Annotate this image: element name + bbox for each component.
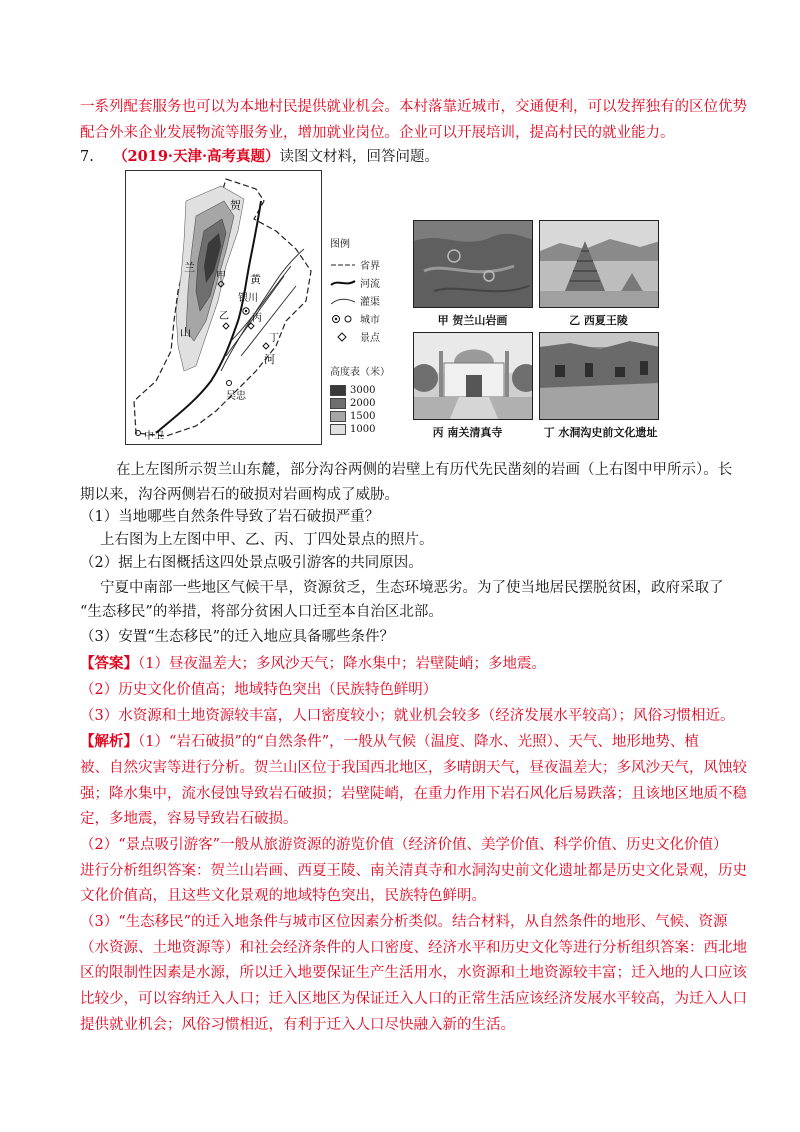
- analysis-line-4: 定，多地震，容易导致岩石破损。: [80, 811, 298, 827]
- height-row-1000: [330, 424, 375, 435]
- map-legend: [330, 235, 410, 445]
- analysis-text-1: （1）“岩石破损”的“自然条件”，一般从气候（温度、降水、光照）、天气、地形地势、植: [138, 734, 699, 750]
- caption-yi: 乙 西夏王陵: [569, 314, 628, 327]
- label-shan: 山: [180, 326, 191, 339]
- city-symbol-icon: [330, 314, 356, 324]
- analysis-line-3: 强；降水集中，流水侵蚀导致岩石破损；岩壁陡峭，在重力作用下岩石风化后易跌落；且该地区地质不稳: [80, 786, 747, 802]
- analysis-line-2: 被、自然灾害等进行分析。贺兰山区位于我国西北地区，多晴朗天气，昼夜温差大；多风沙天气，风蚀较: [80, 760, 747, 776]
- label-wuzhong: 吴忠: [226, 391, 246, 402]
- label-ding: 丁: [269, 333, 279, 344]
- label-lan: 兰: [184, 261, 195, 274]
- label-huang: 黄: [250, 273, 261, 286]
- answer-2: （2）历史文化价值高；地域特色突出（民族特色鲜明）: [80, 682, 438, 698]
- legend-label: 省界: [360, 261, 380, 272]
- ningxia-map: [125, 170, 322, 445]
- material-p3-line2: “生态移民”的举措，将部分贫困人口迁至本自治区北部。: [80, 604, 443, 620]
- label-he: 贺: [230, 199, 241, 212]
- caption-ding: 丁 水洞沟史前文化遗址: [543, 426, 658, 439]
- height-label: 1500: [350, 411, 376, 422]
- question-header: [80, 147, 730, 167]
- intro-line-1: 一系列配套服务也可以为本地村民提供就业机会。本村落靠近城市，交通便利，可以发挥独有的区位优势: [80, 99, 747, 115]
- analysis-line-11: 比较少，可以容纳迁入人口；迁入区地区为保证迁入人口的正常生活应该经济发展水平较高，为迁入人口: [80, 991, 747, 1007]
- intro-line-2: 配合外来企业发展物流等服务业，增加就业岗位。企业可以开展培训，提高村民的就业能力。: [80, 125, 675, 141]
- material-p1-line2: 期以来，沟谷两侧岩石的破损对岩画构成了威胁。: [80, 487, 399, 503]
- canal-1: [221, 249, 304, 371]
- legend-label: 城市: [360, 315, 380, 326]
- label-yi: 乙: [219, 311, 229, 322]
- analysis-line-10: 区的限制性因素是水源，所以迁入地要保证生产生活用水，水资源和土地资源较丰富；迁入地的人口应该: [80, 965, 747, 981]
- answer-tag: 【答案】: [80, 655, 138, 672]
- question-1: （1）当地哪些自然条件导致了岩石破损严重？: [80, 509, 380, 525]
- canal-symbol-icon: [330, 296, 356, 306]
- swatch-2000: [330, 398, 346, 409]
- map-graphic: [126, 171, 323, 446]
- swatch-1000: [330, 424, 346, 435]
- analysis-tag: 【解析】: [80, 733, 138, 750]
- rock-photo-icon: [414, 221, 533, 308]
- figure: [125, 170, 670, 445]
- label-zhongwei: 中卫: [144, 431, 164, 442]
- boundary-symbol-icon: [330, 260, 356, 270]
- height-table-title: 高度表（米）: [330, 367, 390, 378]
- question-source: （2019·天津·高考真题）: [113, 148, 280, 165]
- legend-label: 灌渠: [360, 297, 380, 308]
- scenic-symbol-icon: [330, 332, 356, 342]
- question-2: （2）据上右图概括这四处景点吸引游客的共同原因。: [80, 555, 423, 571]
- analysis-line-7: 文化价值高，且这些文化景观的地域特色突出，民族特色鲜明。: [80, 888, 486, 904]
- photo-jia-petroglyph: [413, 220, 533, 308]
- legend-city: [330, 311, 380, 326]
- swatch-1500: [330, 411, 346, 422]
- height-row-3000: [330, 385, 375, 396]
- legend-scenic: [330, 329, 380, 344]
- label-jia: 甲: [216, 271, 226, 282]
- caption-jia: 甲 贺兰山岩画: [437, 314, 508, 327]
- caption-bing: 丙 南关清真寺: [432, 426, 503, 439]
- legend-canal: [330, 293, 380, 308]
- photo-bing-mosque: [413, 332, 533, 420]
- height-label: 2000: [350, 398, 376, 409]
- answer-1: （1）昼夜温差大；多风沙天气；降水集中；岩壁陡峭；多地震。: [138, 656, 546, 672]
- canyon-photo-icon: [540, 333, 659, 420]
- legend-label: 景点: [360, 333, 380, 344]
- city-wuzhong-icon: [227, 381, 232, 386]
- answer-3: （3）水资源和土地资源较丰富，人口密度较小；就业机会较多（经济发展水平较高）；风俗习惯相近。: [80, 708, 735, 724]
- analysis-line-12: 提供就业机会；风俗习惯相近，有利于迁入人口尽快融入新的生活。: [80, 1017, 515, 1033]
- label-bing: 丙: [252, 313, 262, 324]
- analysis-line-8: （3）“生态移民”的迁入地条件与城市区位因素分析类似。结合材料，从自然条件的地形、气候、资源: [80, 914, 728, 930]
- height-row-1500: [330, 411, 375, 422]
- question-number: 7.: [80, 149, 94, 165]
- scenic-yi-icon: [223, 323, 229, 329]
- label-yinchuan: 银川: [238, 293, 258, 304]
- material-p2: 上右图为上左图中甲、乙、丙、丁四处景点的照片。: [100, 532, 434, 548]
- label-river: 河: [264, 353, 275, 366]
- answer-line-1: [80, 654, 730, 674]
- river-symbol-icon: [330, 278, 356, 288]
- swatch-3000: [330, 385, 346, 396]
- mosque-photo-icon: [414, 333, 533, 420]
- legend-label: 河流: [360, 279, 380, 290]
- analysis-line-1: [80, 732, 730, 752]
- question-3: （3）安置“生态移民”的迁入地应具备哪些条件？: [80, 629, 395, 645]
- photo-ding-shuidonggou: [539, 332, 659, 420]
- material-p3-line1: 宁夏中南部一些地区气候干旱，资源贫乏，生态环境恶劣。为了使当地居民摆脱贫困，政府采取了: [100, 580, 724, 596]
- legend-river: [330, 275, 380, 290]
- city-yinchuan-dot: [245, 310, 247, 312]
- analysis-line-5: （2）“景点吸引游客”一般从旅游资源的游览价值（经济价值、美学价值、科学价值、历史文化价值）: [80, 837, 728, 853]
- material-p1-line1: 在上左图所示贺兰山东麓，部分沟谷两侧的岩壁上有历代先民凿刻的岩画（上右图中甲所示）。长: [116, 462, 733, 478]
- legend-title: 图例: [330, 239, 350, 250]
- question-prompt: 读图文材料，回答问题。: [279, 149, 440, 165]
- tomb-photo-icon: [540, 221, 659, 308]
- analysis-line-6: 进行分析组织答案：贺兰山岩画、西夏王陵、南关清真寺和水洞沟史前文化遗址都是历史文化景观，历史: [80, 863, 747, 879]
- analysis-line-9: （水资源、土地资源等）和社会经济条件的人口密度、经济水平和历史文化等进行分析组织答案：西北地: [80, 940, 747, 956]
- height-row-2000: [330, 398, 375, 409]
- height-label: 3000: [350, 385, 376, 396]
- photo-yi-xixia-tombs: [539, 220, 659, 308]
- legend-boundary: [330, 257, 380, 272]
- height-label: 1000: [350, 424, 376, 435]
